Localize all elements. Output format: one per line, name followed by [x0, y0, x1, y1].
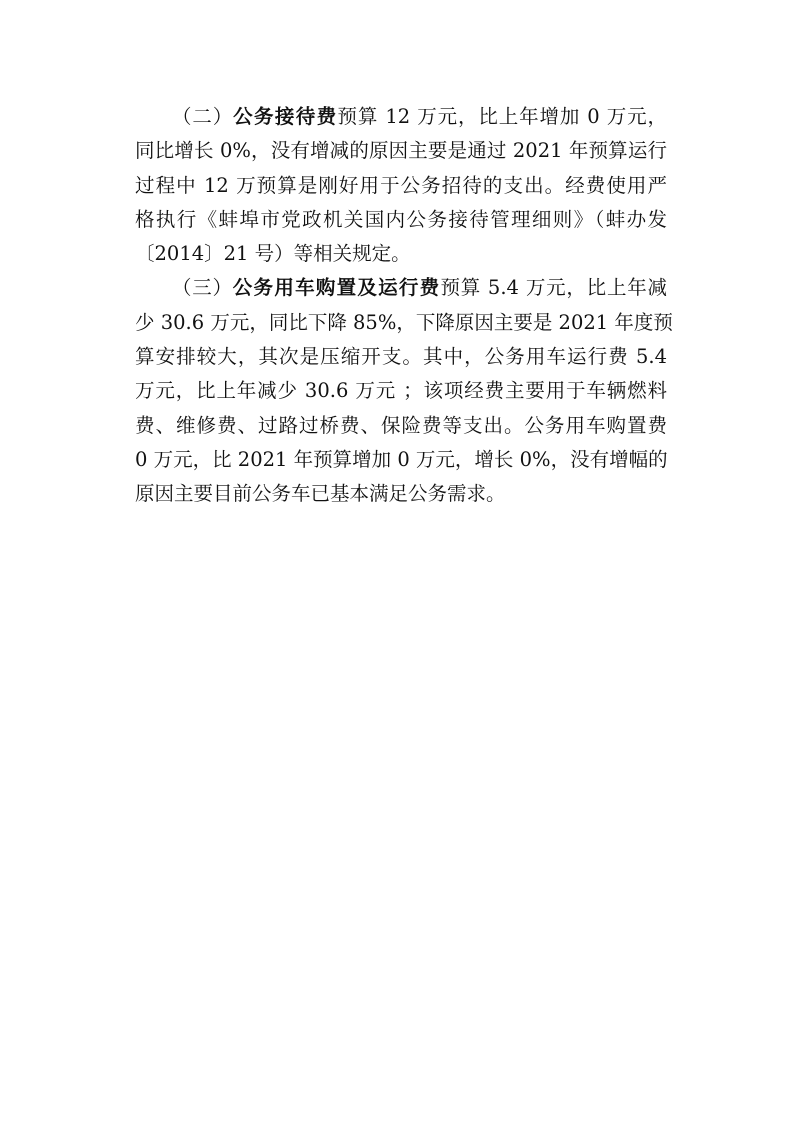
line-text: 预算 5.4 万元，比上年减	[440, 276, 667, 300]
paragraph-vehicle-expenses	[135, 271, 673, 511]
paragraph-line: 万元，比上年减少 30.6 万元 ；该项经费主要用于车辆燃料	[135, 379, 667, 403]
paragraph-reception-expenses	[135, 100, 667, 271]
paragraph-line: 〔2014〕21 号）等相关规定。	[135, 242, 411, 266]
paragraph-line: 原因主要目前公务车已基本满足公务需求。	[135, 482, 506, 506]
paragraph-line: 格执行《蚌埠市党政机关国内公务接待管理细则》（蚌办发	[135, 207, 667, 231]
paragraph-line: 算安排较大，其次是压缩开支。其中，公务用车运行费 5.4	[135, 345, 667, 369]
paragraph-line: 少 30.6 万元，同比下降 85%，下降原因主要是 2021 年度预	[135, 310, 673, 334]
section-number: （二）	[172, 105, 234, 128]
paragraph-line: 过程中 12 万预算是刚好用于公务招待的支出。经费使用严	[135, 173, 667, 197]
section-number: （三）	[172, 276, 233, 300]
line-text: 预算 12 万元，比上年增加 0 万元，	[337, 105, 667, 128]
paragraph-line: 同比增长 0%，没有增减的原因主要是通过 2021 年预算运行	[135, 139, 667, 163]
section-heading: 公务接待费	[233, 105, 338, 128]
paragraph-line: 费、维修费、过路过桥费、保险费等支出。公务用车购置费	[135, 413, 667, 437]
paragraph-line: 0 万元，比 2021 年预算增加 0 万元，增长 0%，没有增幅的	[135, 447, 668, 471]
paragraph-line	[135, 271, 667, 305]
document-body	[135, 100, 673, 512]
paragraph-line	[135, 100, 667, 134]
section-heading: 公务用车购置及运行费	[232, 276, 441, 300]
